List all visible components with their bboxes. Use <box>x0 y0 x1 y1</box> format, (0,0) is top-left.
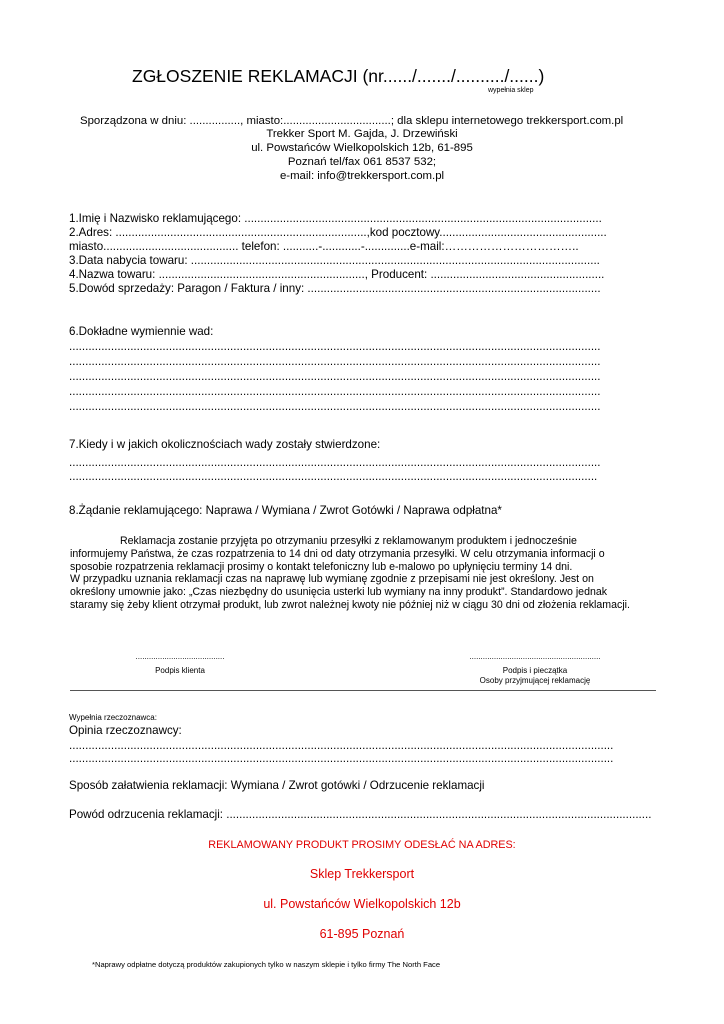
field-city-phone-email[interactable]: miasto.......................................... telefon: ...........-............-..............e-mail:…………………………….. <box>69 240 579 253</box>
defects-line[interactable]: ..................................................................................................................................................................... <box>69 385 601 398</box>
shop-name: Trekker Sport M. Gajda, J. Drzewiński <box>266 128 458 140</box>
shop-email: e-mail: info@trekkersport.com.pl <box>279 170 445 182</box>
expert-opinion-label: Opinia rzeczoznawcy: <box>69 724 182 737</box>
defects-label: 6.Dokładne wymiennie wad: <box>69 325 214 338</box>
circumstances-line[interactable]: .................................................................................................................................................................... <box>69 470 598 483</box>
expert-opinion-line[interactable]: ......................................................................................................................................................................... <box>69 752 614 765</box>
defects-line[interactable]: ..................................................................................................................................................................... <box>69 340 601 353</box>
filled-by-shop-note: wypełnia sklep <box>488 87 534 94</box>
field-name[interactable]: 1.Imię i Nazwisko reklamującego: ............................................................................................................... <box>69 212 602 225</box>
field-purchase-date[interactable]: 3.Data nabycia towaru: ............................................................................................................................... <box>69 254 600 267</box>
ship-to-shop-name: Sklep Trekkersport <box>309 867 415 881</box>
staff-signature-label-2: Osoby przyjmującej reklamację <box>479 676 591 685</box>
expert-note: Wypełnia rzeczoznawca: <box>69 713 157 722</box>
notice-paragraph <box>70 535 630 612</box>
ship-to-heading: REKLAMOWANY PRODUKT PROSIMY ODESŁAĆ NA ADRES: <box>208 839 516 851</box>
demand-options: 8.Żądanie reklamującego: Naprawa / Wymiana / Zwrot Gotówki / Naprawa odpłatna* <box>69 504 502 517</box>
shop-city-phone: Poznań tel/fax 061 8537 532; <box>287 156 437 168</box>
client-signature-line[interactable]: ........................................ <box>135 652 225 661</box>
circumstances-label: 7.Kiedy i w jakich okolicznościach wady zostały stwierdzone: <box>69 438 381 451</box>
notice-paragraph-1: Reklamacja zostanie przyjęta po otrzymaniu przesyłki z reklamowanym produktem i jednocześnie informujemy Państwa, że czas rozpatrzenia to 14 dni od daty otrzymania przesyłki. W celu otrzymania informacji o sposobie rozpatrzenia reklamacji prosimy o kontakt telefoniczny lub e-malowo po upłynięciu terminy 14 dni. <box>70 535 605 573</box>
shop-street: ul. Powstańców Wielkopolskich 12b, 61-895 <box>251 142 473 154</box>
notice-paragraph-2: W przypadku uznania reklamacji czas na naprawę lub wymianę zgodnie z przepisami nie jest określony. Jest on określony umownie jako: „Czas niezbędny do usunięcia usterki lub wymiany na inny produkt”. Standardowo jednak staramy się żeby klient otrzymał produkt, lub zwrot należnej kwoty nie później niż w ciągu 30 dni od złożenia reklamacji. <box>70 573 630 611</box>
defects-line[interactable]: ..................................................................................................................................................................... <box>69 400 601 413</box>
section-divider <box>70 690 656 691</box>
rejection-reason-field[interactable]: Powód odrzucenia reklamacji: .................................................................................................................................... <box>69 808 652 821</box>
field-address[interactable]: 2.Adres: ..............................................................................,kod pocztowy.................................................... <box>69 226 607 239</box>
defects-line[interactable]: ..................................................................................................................................................................... <box>69 370 601 383</box>
ship-to-city: 61-895 Poznań <box>319 927 405 941</box>
resolution-options: Sposób załatwienia reklamacji: Wymiana / Zwrot gotówki / Odrzucenie reklamacji <box>69 779 485 792</box>
circumstances-line[interactable]: ..................................................................................................................................................................... <box>69 456 601 469</box>
field-product-name[interactable]: 4.Nazwa towaru: ................................................................, Producent: ...................................................... <box>69 268 605 281</box>
client-signature-label: Podpis klienta <box>155 666 205 675</box>
staff-signature-line[interactable]: ........................................................... <box>469 652 601 661</box>
defects-line[interactable]: ..................................................................................................................................................................... <box>69 355 601 368</box>
ship-to-street: ul. Powstańców Wielkopolskich 12b <box>263 897 461 911</box>
footnote: *Naprawy odpłatne dotyczą produktów zakupionych tylko w naszym sklepie i tylko firmy The North Face <box>92 960 441 969</box>
page-title: ZGŁOSZENIE REKLAMACJI (nr....../......./........../......) <box>132 66 545 86</box>
field-proof-of-purchase[interactable]: 5.Dowód sprzedaży: Paragon / Faktura / inny: ........................................................................................... <box>69 282 601 295</box>
expert-opinion-line[interactable]: ......................................................................................................................................................................... <box>69 739 614 752</box>
staff-signature-label: Podpis i pieczątka <box>502 666 568 675</box>
issue-date-city-line: Sporządzona w dniu: ................, miasto:..................................; dla sklepu internetowego trekkersport.com.pl <box>80 115 624 127</box>
